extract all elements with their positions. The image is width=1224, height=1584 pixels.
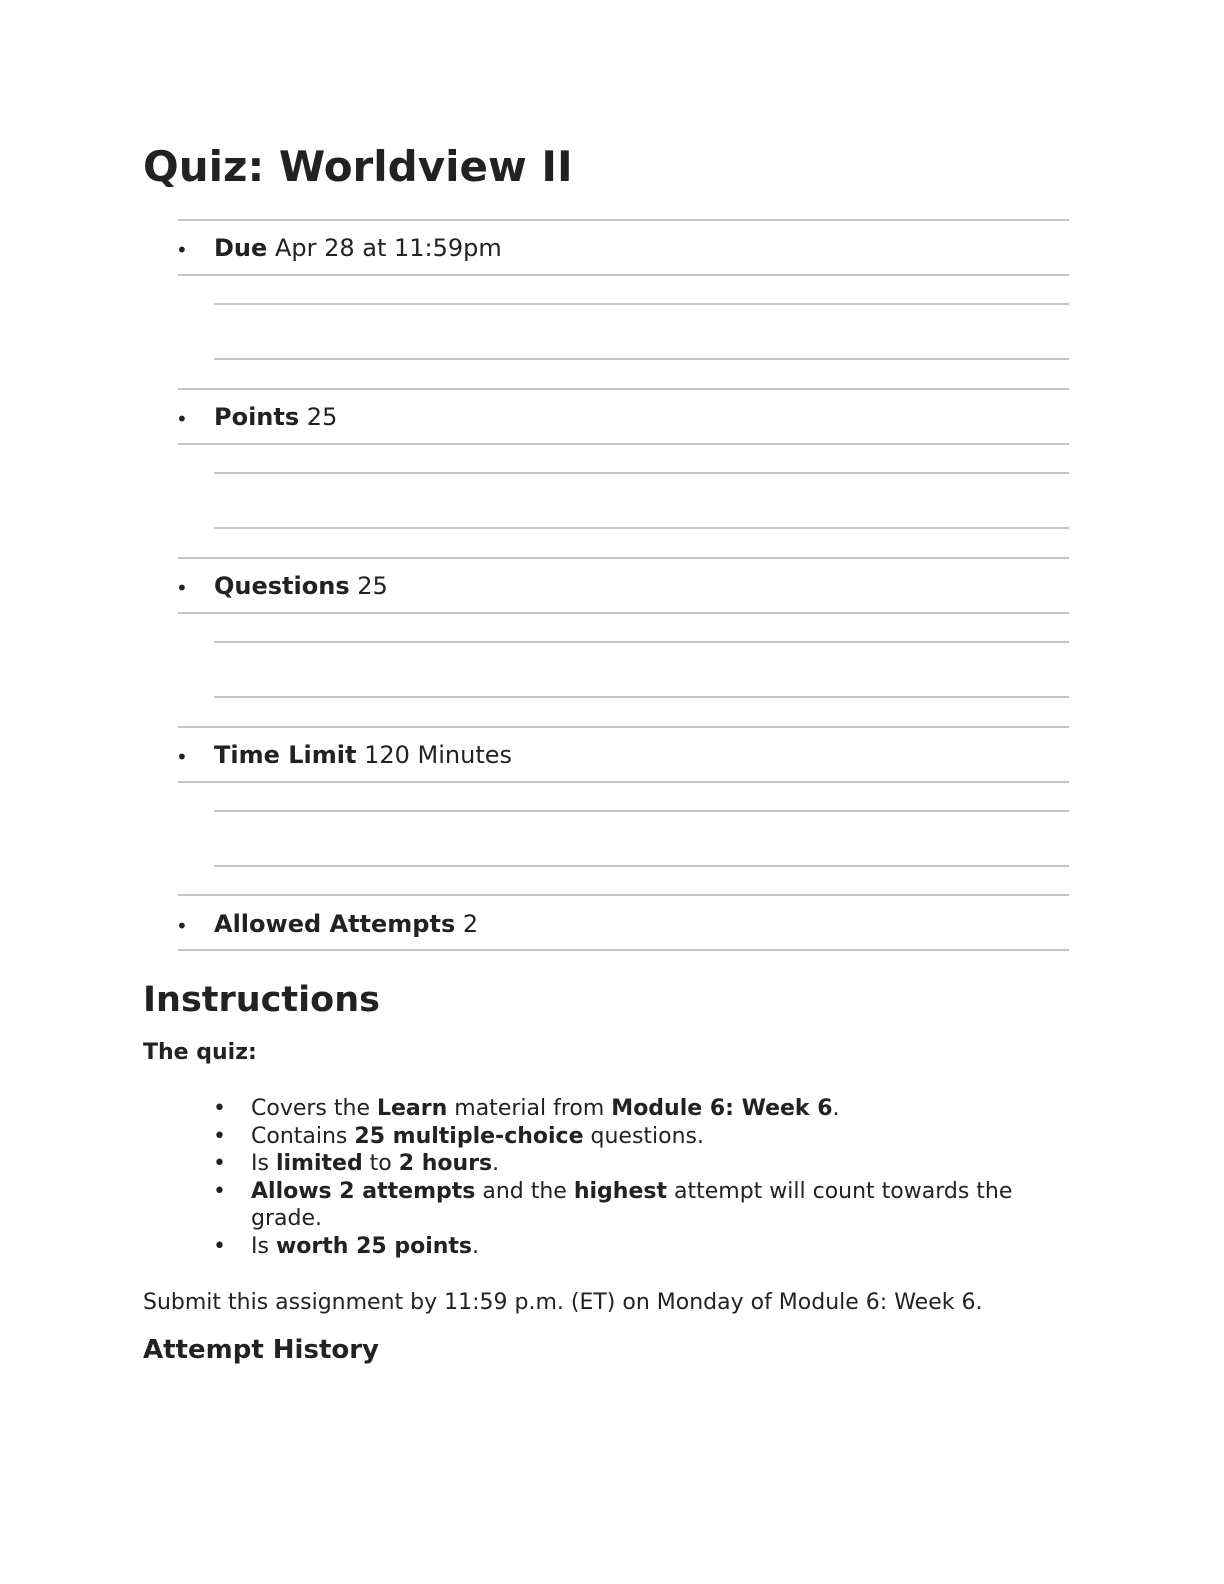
list-item <box>213 1095 1051 1123</box>
bullet: • <box>213 1096 226 1121</box>
bullet: • <box>176 576 188 600</box>
detail-value: 2 <box>462 910 479 938</box>
detail-allowed-attempts <box>214 909 478 939</box>
divider <box>214 303 1069 305</box>
detail-label: Points <box>214 403 300 431</box>
text: questions. <box>583 1123 705 1149</box>
detail-label: Due <box>214 234 268 262</box>
divider <box>214 641 1069 643</box>
divider <box>178 388 1069 390</box>
submit-note: Submit this assignment by 11:59 p.m. (ET) on Monday of Module 6: Week 6. <box>143 1290 983 1315</box>
divider <box>178 557 1069 559</box>
bullet: • <box>176 914 188 938</box>
instructions-heading: Instructions <box>143 980 380 1020</box>
bullet: • <box>213 1123 226 1149</box>
divider <box>178 726 1069 728</box>
emphasis: limited <box>275 1151 363 1177</box>
emphasis: 25 multiple-choice <box>354 1123 584 1149</box>
text: . <box>472 1233 480 1259</box>
bullet: • <box>176 238 188 262</box>
list-item <box>213 1233 1051 1261</box>
divider <box>178 949 1069 951</box>
bullet: • <box>176 745 188 769</box>
divider <box>214 472 1069 474</box>
bullet: • <box>213 1178 226 1204</box>
list-item <box>213 1178 1051 1233</box>
emphasis: Allows 2 attempts <box>251 1178 476 1204</box>
divider <box>214 358 1069 360</box>
emphasis: 2 hours <box>398 1151 493 1177</box>
text: and the <box>475 1178 574 1204</box>
detail-value: 25 <box>357 572 388 600</box>
detail-value: 120 Minutes <box>364 741 513 769</box>
list-item <box>213 1123 1051 1151</box>
text: Is <box>251 1233 276 1259</box>
divider <box>178 274 1069 276</box>
text: Is <box>251 1151 276 1177</box>
detail-time-limit <box>214 740 512 770</box>
detail-questions <box>214 571 388 601</box>
divider <box>214 527 1069 529</box>
text: Contains <box>251 1123 355 1149</box>
bullet: • <box>213 1233 226 1259</box>
divider <box>178 612 1069 614</box>
attempt-history-heading: Attempt History <box>143 1335 380 1365</box>
list-item <box>213 1150 1051 1178</box>
detail-label: Allowed Attempts <box>214 910 456 938</box>
emphasis: Module 6: Week 6 <box>611 1096 833 1121</box>
text: Covers the <box>251 1096 377 1121</box>
divider <box>178 781 1069 783</box>
instructions-intro: The quiz: <box>143 1040 257 1065</box>
detail-label: Time Limit <box>214 741 357 769</box>
detail-value: Apr 28 at 11:59pm <box>274 234 502 262</box>
divider <box>214 696 1069 698</box>
text: material from <box>447 1096 612 1121</box>
text: to <box>362 1151 399 1177</box>
bullet: • <box>213 1151 226 1177</box>
instructions-list <box>213 1095 1051 1261</box>
bullet: • <box>176 407 188 431</box>
divider <box>178 443 1069 445</box>
emphasis: highest <box>573 1178 667 1204</box>
divider <box>178 894 1069 896</box>
divider <box>214 810 1069 812</box>
detail-points <box>214 402 337 432</box>
divider <box>178 219 1069 221</box>
detail-value: 25 <box>306 403 338 431</box>
divider <box>214 865 1069 867</box>
detail-label: Questions <box>214 572 350 600</box>
text: . <box>832 1096 840 1121</box>
text: . <box>492 1151 500 1177</box>
emphasis: Learn <box>376 1096 448 1121</box>
detail-due <box>214 233 502 263</box>
emphasis: worth 25 points <box>275 1233 473 1259</box>
text: attempt will count towards the grade. <box>251 1178 1013 1232</box>
page-title: Quiz: Worldview II <box>143 142 573 191</box>
